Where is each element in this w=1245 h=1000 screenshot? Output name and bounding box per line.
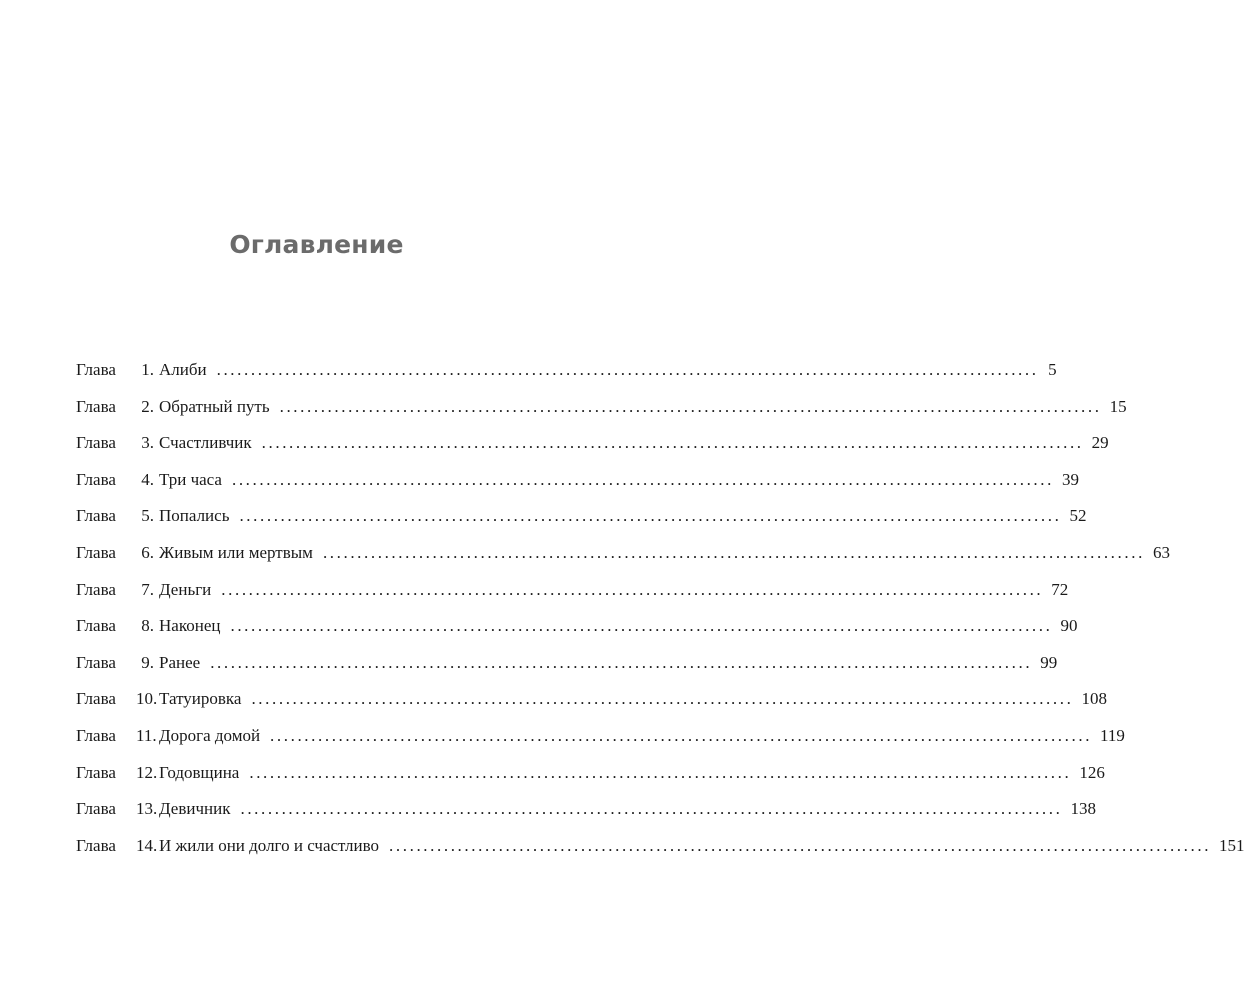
chapter-label: Глава [76, 762, 116, 782]
chapter-number: 1. [141, 360, 154, 379]
toc-entry[interactable] [76, 396, 1127, 434]
chapter-number: 14. [136, 835, 158, 855]
page-number: 5 [1048, 360, 1057, 379]
chapter-number: 11. [136, 725, 157, 745]
chapter-label: Глава [76, 616, 116, 636]
toc-entry[interactable] [76, 725, 1125, 763]
chapter-label: Глава [76, 725, 116, 745]
chapter-number: 7. [141, 579, 154, 599]
toc-entry[interactable] [76, 433, 1109, 470]
dot-leader: ........................................................................................................................ [221, 579, 1044, 599]
chapter-label: Глава [76, 396, 116, 416]
chapter-title: Попались [159, 506, 230, 526]
toc-list [76, 360, 1245, 872]
chapter-label: Глава [76, 835, 116, 855]
chapter-title: Деньги [159, 579, 212, 599]
page-number: 138 [1070, 799, 1096, 819]
dot-leader: ........................................................................................................................ [239, 506, 1062, 526]
page-number: 52 [1069, 506, 1087, 526]
chapter-title: Наконец [159, 616, 221, 636]
page-number: 151 [1219, 835, 1245, 855]
dot-leader: ........................................................................................................................ [261, 433, 1084, 453]
page-number: 29 [1091, 433, 1109, 453]
chapter-number: 2. [141, 396, 154, 416]
toc-entry[interactable] [76, 469, 1079, 507]
chapter-title: Живым или мертвым [159, 542, 313, 562]
page-number: 108 [1081, 689, 1107, 709]
dot-leader: ........................................................................................................................ [230, 616, 1053, 636]
dot-leader: ........................................................................................................................ [270, 725, 1093, 745]
toc-entry[interactable] [76, 579, 1069, 617]
chapter-title: Счастливчик [159, 433, 252, 453]
toc-entry[interactable] [76, 542, 1170, 580]
page-number: 72 [1051, 579, 1069, 599]
chapter-title: Ранее [159, 652, 201, 672]
chapter-label: Глава [76, 799, 116, 819]
chapter-title: Алиби [159, 360, 207, 379]
toc-entry[interactable] [76, 506, 1087, 543]
dot-leader: ........................................................................................................................ [216, 360, 1039, 379]
dot-leader: ........................................................................................................................ [240, 799, 1063, 819]
chapter-title: Татуировка [159, 689, 242, 709]
chapter-title: Дорога домой [159, 725, 261, 745]
chapter-number: 9. [141, 652, 154, 672]
chapter-number: 8. [141, 616, 154, 636]
toc-entry[interactable] [76, 689, 1107, 726]
page-number: 90 [1060, 616, 1078, 636]
dot-leader: ........................................................................................................................ [389, 835, 1212, 855]
toc-title: Оглавление [229, 230, 404, 259]
toc-entry[interactable] [76, 835, 1245, 873]
toc-entry[interactable] [76, 799, 1096, 836]
dot-leader: ........................................................................................................................ [231, 469, 1054, 489]
chapter-title: Обратный путь [159, 396, 270, 416]
chapter-number: 12. [136, 762, 158, 782]
chapter-label: Глава [76, 469, 116, 489]
page-number: 119 [1100, 725, 1125, 745]
page-number: 63 [1152, 542, 1170, 562]
chapter-number: 13. [136, 799, 158, 819]
chapter-label: Глава [76, 360, 116, 379]
page-number: 126 [1079, 762, 1105, 782]
dot-leader: ........................................................................................................................ [279, 396, 1102, 416]
toc-entry[interactable] [76, 652, 1058, 690]
chapter-label: Глава [76, 542, 116, 562]
toc-entry[interactable] [76, 360, 1057, 397]
chapter-number: 6. [141, 542, 154, 562]
dot-leader: ........................................................................................................................ [251, 689, 1074, 709]
chapter-number: 4. [141, 469, 154, 489]
page-number: 99 [1040, 652, 1058, 672]
chapter-number: 3. [141, 433, 154, 453]
dot-leader: ........................................................................................................................ [249, 762, 1072, 782]
chapter-label: Глава [76, 579, 116, 599]
toc-entry[interactable] [76, 762, 1105, 800]
chapter-title: Девичник [159, 799, 231, 819]
dot-leader: ........................................................................................................................ [210, 652, 1033, 672]
chapter-label: Глава [76, 506, 116, 526]
dot-leader: ........................................................................................................................ [322, 542, 1145, 562]
chapter-title: Годовщина [159, 762, 240, 782]
chapter-label: Глава [76, 652, 116, 672]
toc-entry[interactable] [76, 616, 1078, 653]
chapter-title: И жили они долго и счастливо [159, 835, 380, 855]
chapter-number: 5. [141, 506, 154, 526]
page-number: 15 [1109, 396, 1127, 416]
chapter-title: Три часа [159, 469, 222, 489]
page-number: 39 [1061, 469, 1079, 489]
chapter-label: Глава [76, 433, 116, 453]
chapter-label: Глава [76, 689, 116, 709]
chapter-number: 10. [136, 689, 158, 709]
